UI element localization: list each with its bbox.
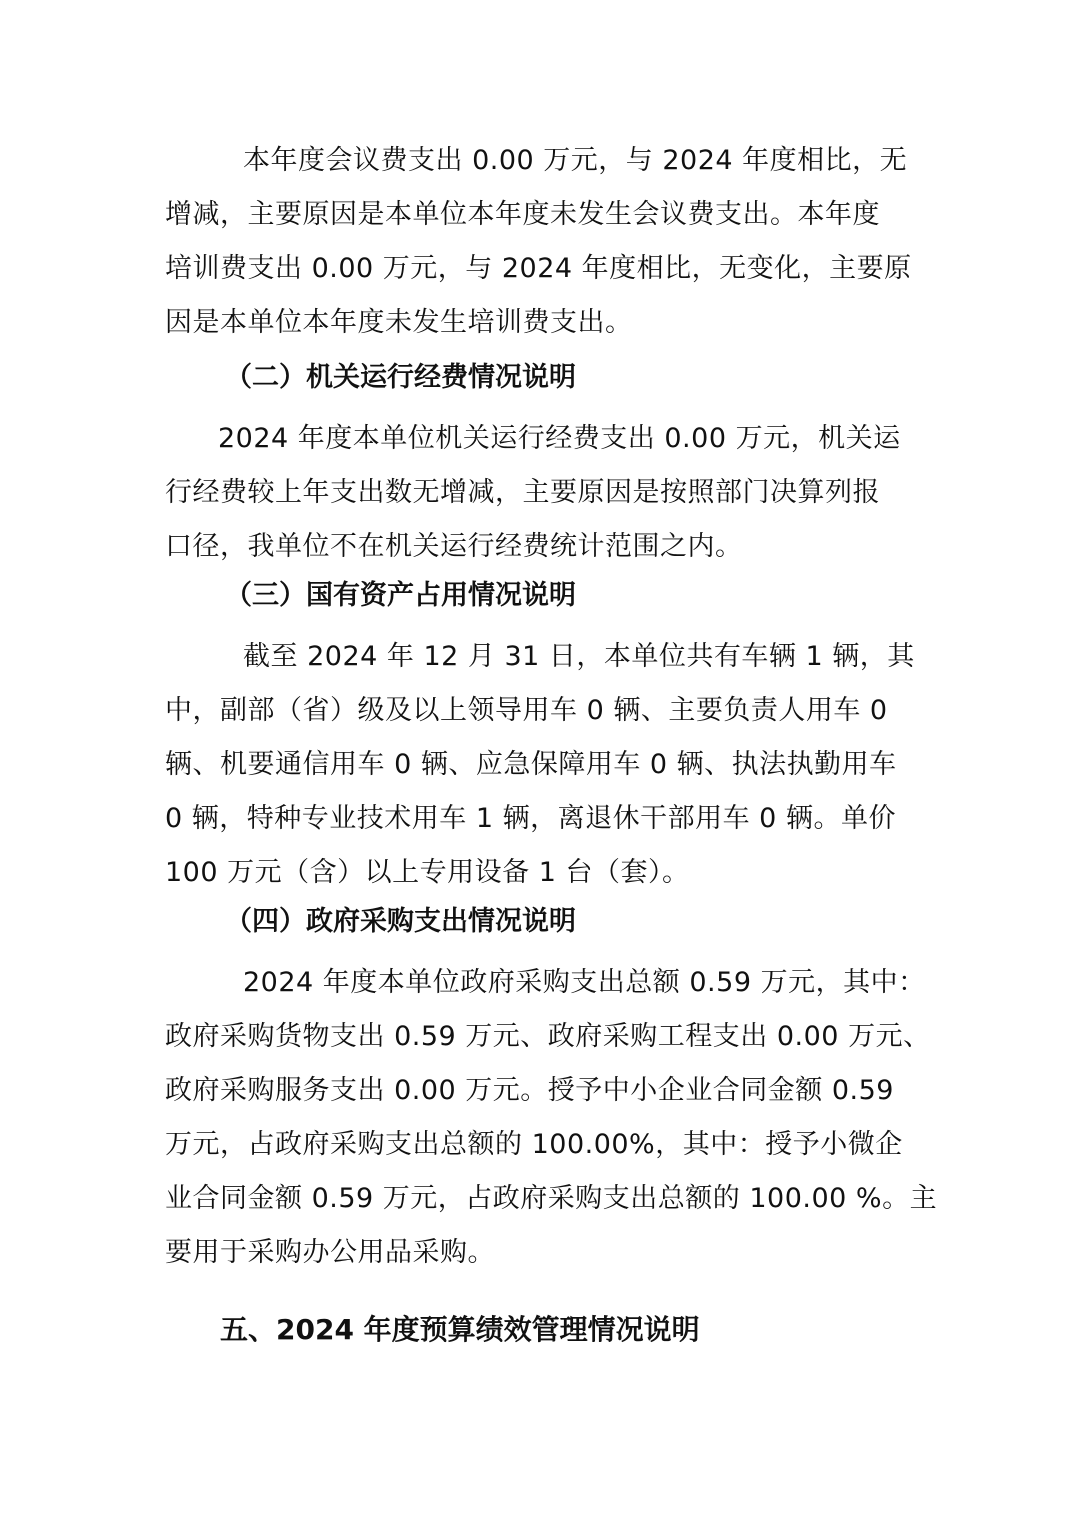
- paragraph-line: 2024 年度本单位政府采购支出总额 0.59 万元，其中：: [243, 967, 926, 998]
- paragraph-line: 口径，我单位不在机关运行经费统计范围之内。: [165, 531, 743, 562]
- paragraph-line: 万元，占政府采购支出总额的 100.00%，其中：授予小微企: [165, 1129, 903, 1160]
- section-heading-5: 五、2024 年度预算绩效管理情况说明: [220, 1313, 700, 1346]
- paragraph-line: 100 万元（含）以上专用设备 1 台（套）。: [165, 857, 690, 888]
- paragraph-line: 本年度会议费支出 0.00 万元，与 2024 年度相比，无: [243, 145, 908, 176]
- paragraph-line: 业合同金额 0.59 万元，占政府采购支出总额的 100.00 %。主: [165, 1183, 938, 1214]
- paragraph-line: 行经费较上年支出数无增减，主要原因是按照部门决算列报: [165, 477, 880, 508]
- paragraph-line: 政府采购货物支出 0.59 万元、政府采购工程支出 0.00 万元、: [165, 1021, 931, 1052]
- paragraph-line: 辆、机要通信用车 0 辆、应急保障用车 0 辆、执法执勤用车: [165, 749, 897, 780]
- paragraph-line: 截至 2024 年 12 月 31 日，本单位共有车辆 1 辆，其: [243, 641, 915, 672]
- paragraph-line: 培训费支出 0.00 万元，与 2024 年度相比，无变化，主要原: [165, 253, 912, 284]
- paragraph-line: 0 辆，特种专业技术用车 1 辆，离退休干部用车 0 辆。单价: [165, 803, 896, 834]
- section-heading-2: （二）机关运行经费情况说明: [225, 362, 576, 393]
- paragraph-line: 2024 年度本单位机关运行经费支出 0.00 万元，机关运: [218, 423, 901, 454]
- paragraph-line: 增减，主要原因是本单位本年度未发生会议费支出。本年度: [165, 199, 880, 230]
- section-heading-3: （三）国有资产占用情况说明: [225, 580, 576, 611]
- paragraph-line: 中，副部（省）级及以上领导用车 0 辆、主要负责人用车 0: [165, 695, 888, 726]
- paragraph-line: 因是本单位本年度未发生培训费支出。: [165, 307, 633, 338]
- section-heading-4: （四）政府采购支出情况说明: [225, 906, 576, 937]
- paragraph-line: 政府采购服务支出 0.00 万元。授予中小企业合同金额 0.59: [165, 1075, 894, 1106]
- paragraph-line: 要用于采购办公用品采购。: [165, 1237, 495, 1268]
